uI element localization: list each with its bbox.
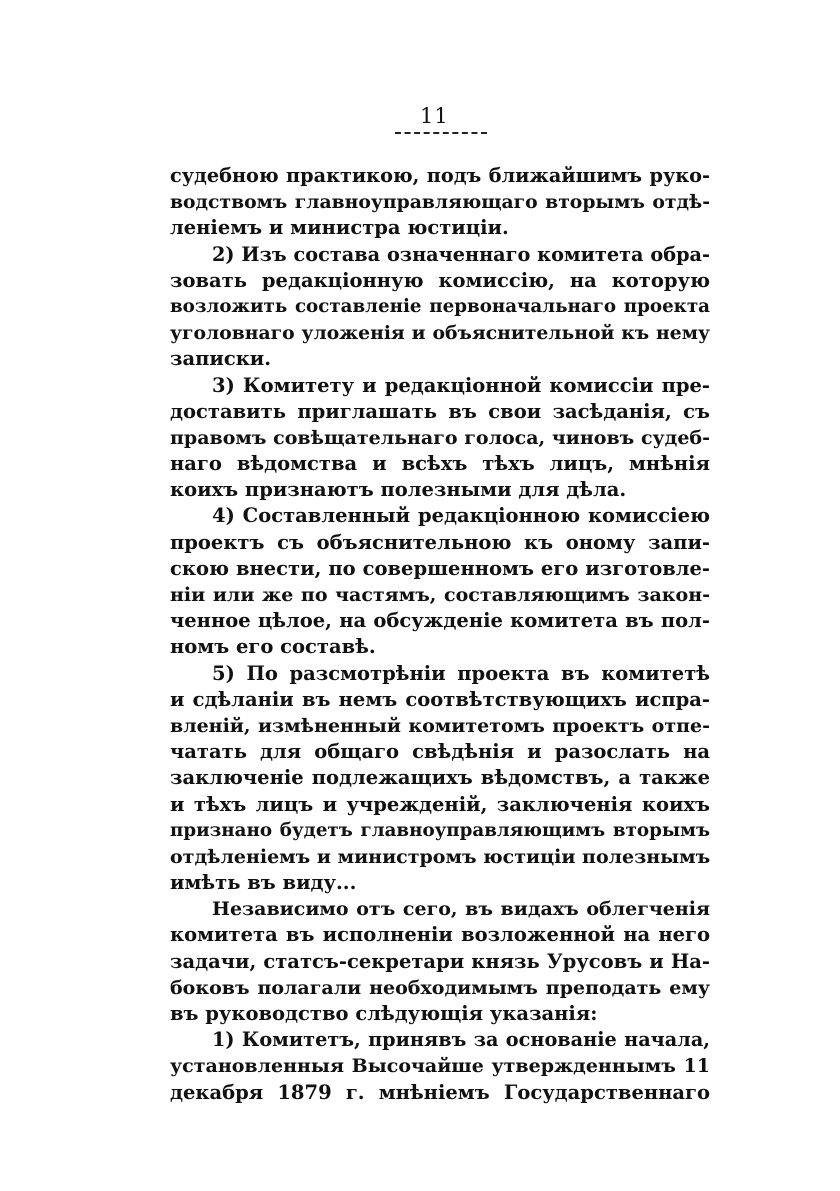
body-text bbox=[170, 163, 710, 1106]
text-line: имѣть въ виду... bbox=[170, 871, 357, 895]
text-line: 2) Изъ состава означеннаго комитета обра- bbox=[212, 242, 710, 266]
text-line: установленныя Высочайше утвержденнымъ 11 bbox=[170, 1055, 710, 1078]
text-line: наго вѣдомства и всѣхъ тѣхъ лицъ, мнѣнія bbox=[170, 452, 710, 476]
text-line: Независимо отъ сего, въ видахъ облегченія bbox=[212, 898, 710, 921]
text-line: возложить составленіе первоначальнаго проекта bbox=[170, 295, 710, 317]
text-line: правомъ совѣщательнаго голоса, чиновъ судеб- bbox=[170, 426, 710, 449]
text-line: отдѣленіемъ и министромъ юстиціи полезнымъ bbox=[170, 845, 710, 868]
text-line: коихъ признаютъ полезными для дѣла. bbox=[170, 478, 627, 502]
text-line: заключеніе подлежащихъ вѣдомствъ, а также bbox=[170, 766, 710, 790]
text-line: ніи или же по частямъ, составляющимъ закон- bbox=[170, 584, 710, 606]
text-line: доставить приглашать въ свои засѣданія, съ bbox=[170, 399, 710, 423]
text-line: и тѣхъ лицъ и учрежденій, заключенія коихъ bbox=[170, 792, 710, 816]
text-line: судебною практикою, подъ ближайшимъ руко- bbox=[170, 164, 710, 187]
text-line: въ руководство слѣдующія указанія: bbox=[170, 1002, 598, 1025]
page-number: 11 bbox=[420, 104, 449, 128]
text-line: ченное цѣлое, на обсужденіе комитета въ пол- bbox=[170, 609, 710, 633]
text-line: 3) Комитету и редакціонной комиссіи пре- bbox=[212, 373, 710, 397]
text-line: 1) Комитетъ, принявъ за основаніе начала, bbox=[212, 1028, 710, 1052]
text-line: уголовнаго уложенія и объяснительной къ нему bbox=[170, 322, 710, 345]
text-line: проектъ съ объяснительною къ оному запи- bbox=[170, 530, 710, 554]
text-line: номъ его составѣ. bbox=[170, 635, 376, 659]
text-line: водствомъ главноуправляющаго вторымъ отдѣ- bbox=[170, 191, 710, 214]
text-line: задачи, статсъ-секретари князь Урусовъ и На- bbox=[170, 949, 710, 973]
text-line: боковъ полагали необходимымъ преподать ему bbox=[170, 976, 710, 999]
text-line: записки. bbox=[170, 347, 272, 371]
text-line: и сдѣланіи въ немъ соотвѣтствующихъ испра- bbox=[170, 687, 710, 711]
text-line: комитета въ исполненіи возложенной на него bbox=[170, 923, 710, 947]
page-number-rule bbox=[395, 132, 487, 134]
text-line: леніемъ и министра юстиціи. bbox=[170, 216, 509, 240]
text-line: вленій, измѣненный комитетомъ проектъ отпе- bbox=[170, 714, 710, 737]
text-line: 4) Составленный редакціонною комиссіею bbox=[212, 504, 710, 528]
text-line: скою внести, по совершенномъ его изготовле- bbox=[170, 556, 710, 580]
text-line: признано будетъ главноуправляющимъ вторымъ bbox=[170, 819, 710, 841]
text-line: декабря 1879 г. мнѣніемъ Государственнаго bbox=[170, 1080, 710, 1104]
text-line: чатать для общаго свѣдѣнія и разослать на bbox=[170, 740, 710, 764]
text-line: зовать редакціонную комиссію, на которую bbox=[170, 268, 710, 292]
text-line: 5) По разсмотрѣніи проекта въ комитетѣ bbox=[212, 661, 710, 685]
